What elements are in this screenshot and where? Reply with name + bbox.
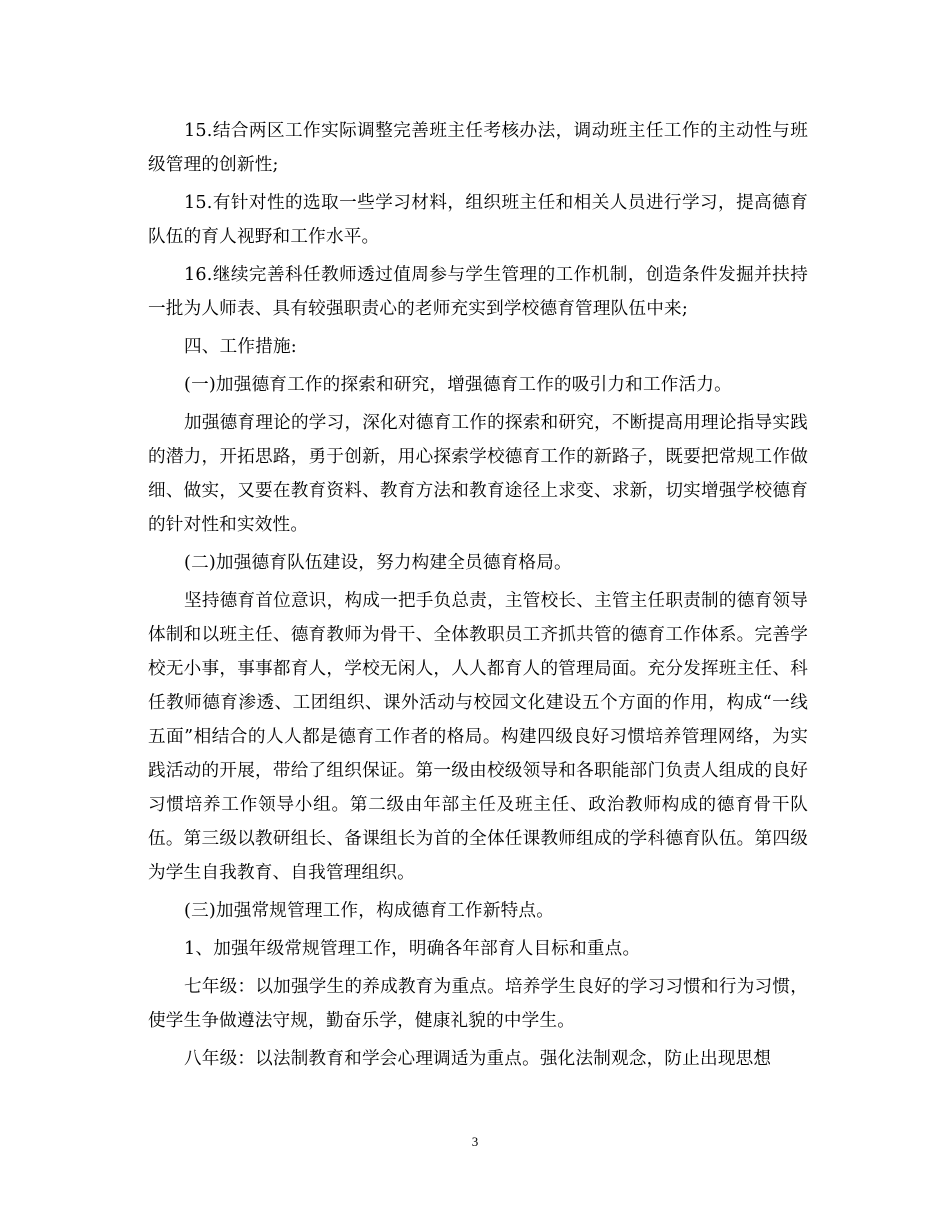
subheading-research: (一)加强德育工作的探索和研究，增强德育工作的吸引力和工作活力。 <box>184 375 732 395</box>
paragraph-grade-eight: 八年级：以法制教育和学会心理调适为重点。强化法制观念，防止出现思想 <box>184 1049 772 1069</box>
section-heading-work-measures: 四、工作措施: <box>184 337 297 357</box>
subheading-team-building: (二)加强德育队伍建设，努力构建全员德育格局。 <box>184 553 572 573</box>
paragraph-item-15-study-materials: 15.有针对性的选取一些学习材料，组织班主任和相关人员进行学习，提高德育队伍的育人视野和工作水平。 <box>148 193 808 247</box>
document-body <box>148 114 808 1076</box>
page-number: 3 <box>471 1134 479 1149</box>
paragraph-item-16-teacher-mechanism: 16.继续完善科任教师透过值周参与学生管理的工作机制，创造条件发掘并扶持一批为人师表、具有较强职责心的老师充实到学校德育管理队伍中来; <box>148 265 808 319</box>
paragraph-moral-education-system: 坚持德育首位意识，构成一把手负总责，主管校长、主管主任职责制的德育领导体制和以班主任、德育教师为骨干、全体教职员工齐抓共管的德育工作体系。完善学校无小事，事事都育人，学校无闲人，人人都育人的管理局面。充分发挥班主任、科任教师德育渗透、工团组织、课外活动与校园文化建设五个方面的作用，构成“一线五面”相结合的人人都是德育工作者的格局。构建四级良好习惯培养管理网络，为实践活动的开展，带给了组织保证。第一级由校级领导和各职能部门负责人组成的良好习惯培养工作领导小组。第二级由年部主任及班主任、政治教师构成的德育骨干队伍。第三级以教研组长、备课组长为首的全体任课教师组成的学科德育队伍。第四级为学生自我教育、自我管理组织。 <box>148 591 808 883</box>
subheading-routine-management: (三)加强常规管理工作，构成德育工作新特点。 <box>184 901 555 921</box>
paragraph-grade-management: 1、加强年级常规管理工作，明确各年部育人目标和重点。 <box>184 939 641 959</box>
paragraph-item-15-assessment: 15.结合两区工作实际调整完善班主任考核办法，调动班主任工作的主动性与班级管理的创新性; <box>148 121 808 175</box>
paragraph-theory-study: 加强德育理论的学习，深化对德育工作的探索和研究，不断提高用理论指导实践的潜力，开拓思路，勇于创新，用心探索学校德育工作的新路子，既要把常规工作做细、做实，又要在教育资料、教育方法和教育途径上求变、求新，切实增强学校德育的针对性和实效性。 <box>148 413 808 535</box>
paragraph-grade-seven: 七年级：以加强学生的养成教育为重点。培养学生良好的学习习惯和行为习惯，使学生争做遵法守规，勤奋乐学，健康礼貌的中学生。 <box>148 977 808 1031</box>
